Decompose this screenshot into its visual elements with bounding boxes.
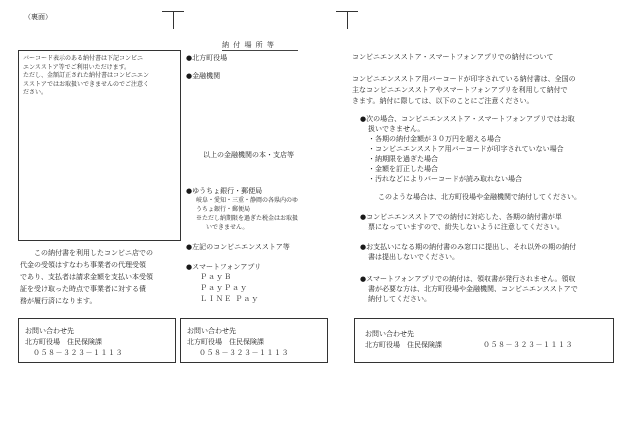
alternative-payment-note: このような場合は、北方町役場や金融機関で納付してください。: [378, 193, 581, 201]
contact-dept: 北方町役場 住民保険課: [187, 338, 264, 346]
contact-phone: ０５８－３２３－１１１３: [199, 349, 289, 357]
branches-note: 以上の金融機関の本・支店等: [203, 151, 294, 159]
agent-receipt-line: 証を受け取った時点で事業者に対する債: [20, 285, 146, 293]
single-slip-note: ●コンビニエンスストアでの納付に対応した、各期の納付書が単: [360, 213, 562, 221]
contact-dept: 北方町役場 住民保険課: [25, 338, 102, 346]
notice-line: ださい。: [23, 89, 48, 96]
agent-receipt-line: であり、支払者は請求金額を支払い本受領: [20, 273, 153, 281]
submit-slip-note: ●お支払いになる期の納付書のみ窓口に提出し、それ以外の期の納付: [360, 243, 577, 251]
single-slip-note: 票になっていますので、紛失しないように注意してください。: [368, 223, 564, 231]
contact-box-middle: [180, 318, 328, 363]
notice-line: エンスストア等でご利用いただけます。: [23, 63, 131, 71]
unavailable-cases-intro: 扱いできません。: [368, 125, 425, 133]
submit-slip-note: 書は提出しないでください。: [368, 253, 459, 261]
contact-box-right: [354, 318, 614, 363]
agent-receipt-line: 代金の受領はすなわち事業者の代理受領: [20, 261, 146, 269]
fold-mark-right-stem: [347, 11, 348, 29]
receipt-note: 納付してください。: [368, 295, 431, 303]
receipt-note: 書が必要な方は、北方町役場や金融機関、コンビニエンスストアで: [368, 285, 578, 293]
notice-line: バーコード表示のある納付書は下記コンビニ: [23, 55, 144, 62]
smartphone-app-item: ●スマートフォンアプリ: [186, 263, 262, 271]
convenience-payment-heading: コンビニエンスストア・スマートフォンアプリでの納付について: [352, 53, 554, 61]
unavailable-cases-intro: ●次の場合、コンビニエンスストア・スマートフォンアプリではお取: [360, 115, 575, 123]
contact-phone: ０５８－３２３－１１１３: [33, 349, 123, 357]
yucho-detail: ※ただし納期限を過ぎた税金はお取扱: [196, 215, 299, 222]
side-label: （裏面）: [24, 13, 52, 21]
notice-line: スストアではお取扱いできませんのでご注意く: [23, 80, 150, 88]
yucho-detail: うちょ銀行・郵便局: [196, 206, 251, 213]
unavailable-case: ・汚れなどによりバーコードが読み取れない場合: [368, 175, 522, 183]
notice-line: ただし、金額訂正された納付書はコンビニエン: [23, 72, 150, 79]
contact-title: お問い合わせ先: [25, 327, 74, 335]
fold-mark-left-stem: [173, 11, 174, 29]
heading-underline: [222, 50, 298, 51]
yucho-item: ●ゆうちょ銀行・郵便局: [186, 187, 263, 195]
app-line-pay: ＬＩＮＥ Ｐａｙ: [200, 295, 260, 303]
convenience-store-item: ●左記のコンビニエンスストア等: [186, 243, 290, 251]
contact-phone: ０５８－３２３－１１１３: [483, 341, 573, 349]
yucho-detail: いできません。: [206, 224, 249, 231]
app-payb: ＰａｙＢ: [200, 273, 232, 281]
yucho-detail: 岐阜・愛知・三重・静岡の各県内のゆ: [196, 197, 299, 204]
unavailable-case: ・各期の納付金額が３０万円を超える場合: [368, 135, 501, 143]
contact-title: お問い合わせ先: [187, 327, 236, 335]
app-paypay: ＰａｙＰａｙ: [200, 284, 248, 292]
payment-places-heading: 納 付 場 所 等: [222, 41, 275, 49]
agent-receipt-line: 務が履行済になります。: [20, 297, 97, 305]
unavailable-case: ・金額を訂正した場合: [368, 165, 438, 173]
contact-title: お問い合わせ先: [365, 330, 414, 338]
unavailable-case: ・納期限を過ぎた場合: [368, 155, 438, 163]
contact-box-left: [18, 318, 176, 363]
barcode-notice-box: [18, 50, 181, 241]
intro-line: きます。納付に際しては、以下のことにご注意ください。: [352, 97, 534, 105]
contact-dept: 北方町役場 住民保険課: [365, 341, 442, 349]
intro-line: コンビニエンスストア用バーコードが印字されている納付書は、全国の: [352, 75, 576, 83]
unavailable-case: ・コンビニエンスストア用バーコードが印字されていない場合: [368, 145, 564, 153]
financial-institutions-item: ●金融機関: [186, 72, 221, 80]
town-office-item: ●北方町役場: [186, 54, 228, 62]
receipt-note: ●スマートフォンアプリでの納付は、領収書が発行されません。領収: [360, 275, 576, 283]
agent-receipt-line: この納付書を利用したコンビニ店での: [34, 249, 153, 257]
intro-line: 主なコンビニエンスストアやスマートフォンアプリを利用して納付で: [352, 86, 568, 94]
